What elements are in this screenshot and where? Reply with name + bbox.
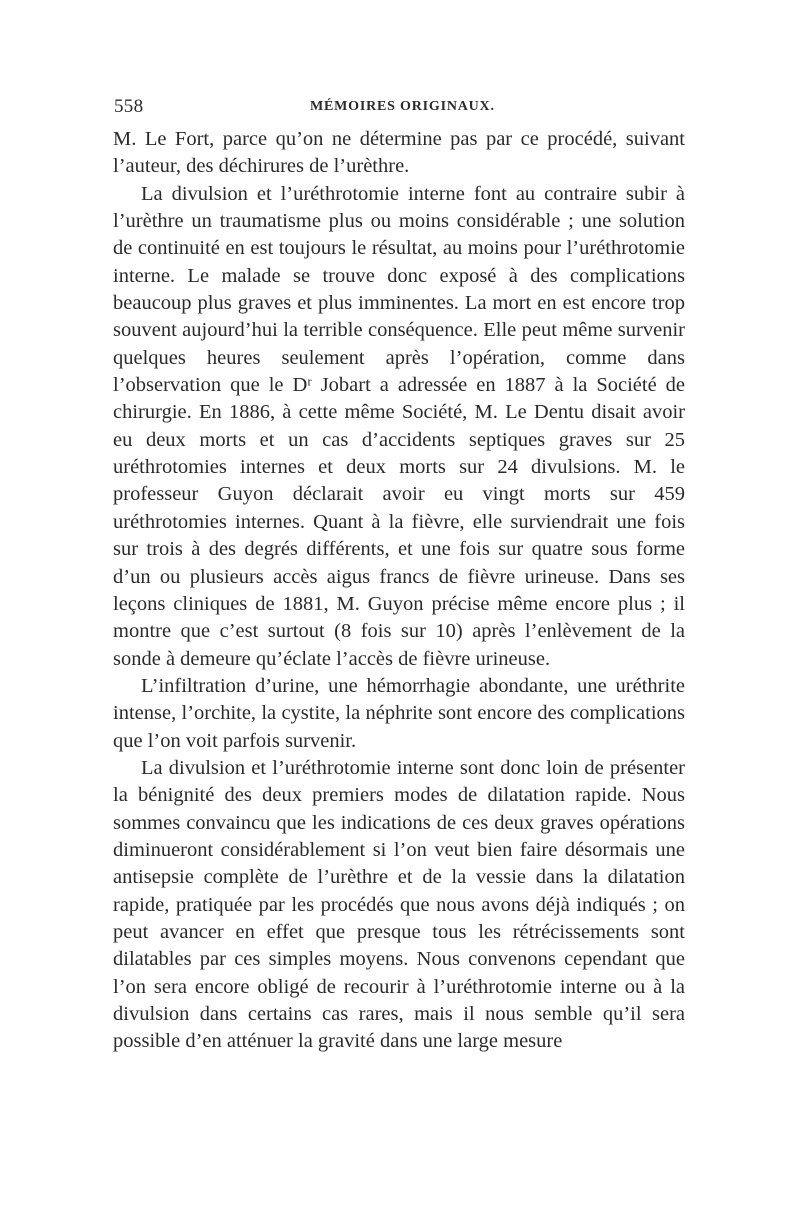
paragraph-divulsion-uréthrotomie: La divulsion et l’uréthrotomie interne font au contraire subir à l’urèthre un traumatisme plus ou moins considérable ; une solution de continuité en est toujours le résultat, au moins pour l’uréthrotomie interne. Le malade se trouve donc exposé à des complications beaucoup plus graves et plus imminentes. La mort en est encore trop souvent aujourd’hui la terrible conséquence. Elle peut même survenir quelques heures seulement après l’opération, comme dans l’observation que le Dʳ Jobart a adressée en 1887 à la Société de chirurgie. En 1886, à cette même Société, M. Le Dentu disait avoir eu deux morts et un cas d’accidents septiques graves sur 25 uréthrotomies internes et deux morts sur 24 divulsions. M. le professeur Guyon déclarait avoir eu vingt morts sur 459 uréthrotomies internes. Quant à la fièvre, elle surviendrait une fois sur trois à des degrés différents, et une fois sur quatre sous forme d’un ou plusieurs accès aigus francs de fièvre urineuse. Dans ses leçons cliniques de 1881, M. Guyon précise même encore plus ; il montre que c’est surtout (8 fois sur 10) après l’enlèvement de la sonde à demeure qu’éclate l’accès de fièvre urineuse. [113,182,685,670]
paragraph-conclusion: La divulsion et l’uréthrotomie interne sont donc loin de présenter la bénignité des deux premiers modes de dilatation rapide. Nous sommes convaincu que les indications de ces deux graves opérations diminueront considérablement si l’on veut bien faire désormais une antisepsie complète de l’urèthre et de la vessie dans la dilatation rapide, pratiquée par les procédés que nous avons déjà indiqués ; on peut avancer en effet que presque tous les rétrécissements sont dilatables par ces simples moyens. Nous convenons cependant que l’on sera encore obligé de recourir à l’uréthrotomie interne ou à la divulsion dans certains cas rares, mais il nous semble qu’il sera possible d’en atténuer la gravité dans une large mesure [113,756,685,1053]
paragraph-continuation: M. Le Fort, parce qu’on ne détermine pas par ce procédé, suivant l’auteur, des déchirures de l’urèthre. [113,128,685,178]
page-number: 558 [114,96,144,117]
paragraph-complications: L’infiltration d’urine, une hémorrhagie abondante, une uréthrite intense, l’orchite, la cystite, la néphrite sont encore des complications que l’on voit parfois survenir. [113,674,685,752]
running-head: MÉMOIRES ORIGINAUX. [310,99,495,114]
body-text [113,126,685,1056]
page-header [114,96,684,122]
